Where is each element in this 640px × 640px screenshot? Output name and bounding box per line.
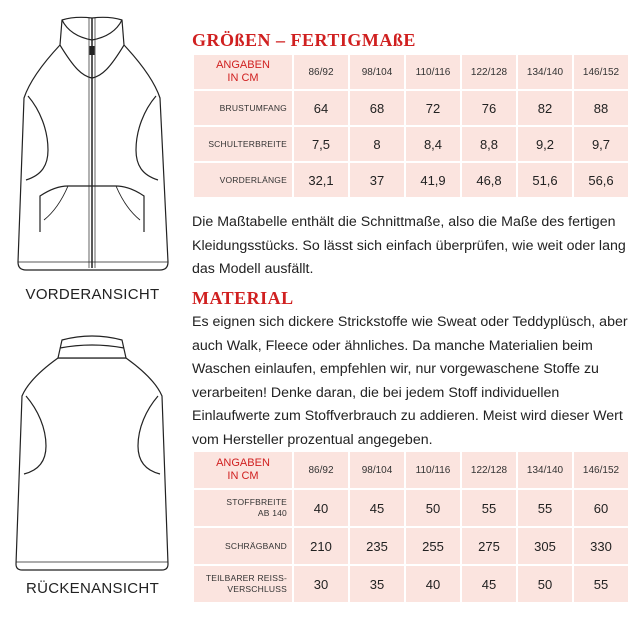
table-cell: 46,8 <box>461 162 517 198</box>
table-cell: 35 <box>349 565 405 603</box>
size-header: 98/104 <box>349 54 405 90</box>
table-cell: 30 <box>293 565 349 603</box>
vest-back-drawing <box>0 318 185 578</box>
table-cell: 210 <box>293 527 349 565</box>
header-label-line: IN CM <box>227 470 259 482</box>
row-label <box>193 565 293 603</box>
size-header: 110/116 <box>405 54 461 90</box>
table-cell: 7,5 <box>293 126 349 162</box>
material-description: Es eignen sich dickere Strickstoffe wie Sweat oder Teddyplüsch, aber auch Walk, Fleece oder ähnliches. Da manche Materialien beim Waschen einlaufen, empfehlen wir, nur vorgewaschene Stoffe zu verarbeiten! Denke daran, die bei jedem Stoff individuellen Einlaufwerte zum Stoffverbrauch zu addieren. Meist wird dieser Wert vom Hersteller prozentual angegeben. <box>192 314 628 448</box>
header-label-line: ANGABEN <box>216 59 270 71</box>
row-label-line: AB 140 <box>257 508 287 518</box>
sizes-heading: GRÖßEN – FERTIGMAßE <box>192 30 416 50</box>
table-cell: 50 <box>517 565 573 603</box>
header-unit-label <box>193 451 293 489</box>
row-label-line: SCHRÄGBAND <box>225 540 287 551</box>
size-header: 146/152 <box>573 54 629 90</box>
table-cell: 9,7 <box>573 126 629 162</box>
table-header-row <box>193 451 629 489</box>
table-cell: 41,9 <box>405 162 461 198</box>
table-cell: 235 <box>349 527 405 565</box>
size-header: 122/128 <box>461 54 517 90</box>
table-cell: 51,6 <box>517 162 573 198</box>
table-row <box>193 126 629 162</box>
table-cell: 305 <box>517 527 573 565</box>
table-cell: 8,4 <box>405 126 461 162</box>
row-label: VORDERLÄNGE <box>193 162 293 198</box>
table-cell: 45 <box>461 565 517 603</box>
table-row <box>193 527 629 565</box>
row-label-line: TEILBARER REISS- <box>205 573 287 583</box>
row-label: BRUSTUMFANG <box>193 90 293 126</box>
row-label-line: STOFFBREITE <box>226 497 287 507</box>
front-view-caption: VORDERANSICHT <box>25 286 160 303</box>
table-cell: 55 <box>517 489 573 527</box>
table-cell: 40 <box>293 489 349 527</box>
material-requirements-table <box>192 450 630 604</box>
table-cell: 82 <box>517 90 573 126</box>
finished-measurements-table <box>192 53 630 199</box>
size-header: 146/152 <box>573 451 629 489</box>
garment-illustrations <box>0 0 185 640</box>
vest-front-drawing <box>0 0 185 290</box>
table-cell: 255 <box>405 527 461 565</box>
table-cell: 32,1 <box>293 162 349 198</box>
table-cell: 50 <box>405 489 461 527</box>
table-header-row <box>193 54 629 90</box>
table-cell: 9,2 <box>517 126 573 162</box>
table-cell: 45 <box>349 489 405 527</box>
table-row <box>193 162 629 198</box>
table-cell: 88 <box>573 90 629 126</box>
row-label <box>193 489 293 527</box>
row-label <box>193 527 293 565</box>
table-cell: 8 <box>349 126 405 162</box>
size-header: 134/140 <box>517 451 573 489</box>
table-row <box>193 489 629 527</box>
back-view-caption: RÜCKENANSICHT <box>25 580 160 597</box>
size-header: 86/92 <box>293 54 349 90</box>
row-label: SCHULTERBREITE <box>193 126 293 162</box>
table-cell: 60 <box>573 489 629 527</box>
table-cell: 55 <box>573 565 629 603</box>
table-cell: 55 <box>461 489 517 527</box>
table-cell: 68 <box>349 90 405 126</box>
measurements-note: Die Maßtabelle enthält die Schnittmaße, also die Maße des fertigen Kleidungsstücks. So lässt sich einfach überprüfen, wie weit oder lang das Modell ausfällt. <box>192 214 626 277</box>
size-header: 134/140 <box>517 54 573 90</box>
size-header: 86/92 <box>293 451 349 489</box>
table-cell: 8,8 <box>461 126 517 162</box>
table-cell: 275 <box>461 527 517 565</box>
table-cell: 330 <box>573 527 629 565</box>
header-label-line: ANGABEN <box>216 457 270 469</box>
table-cell: 64 <box>293 90 349 126</box>
row-label-line: VERSCHLUSS <box>227 584 287 594</box>
table-cell: 37 <box>349 162 405 198</box>
table-cell: 72 <box>405 90 461 126</box>
table-row <box>193 90 629 126</box>
header-unit-label <box>193 54 293 90</box>
material-heading: MATERIAL <box>192 288 294 308</box>
header-label-line: IN CM <box>227 72 259 84</box>
size-header: 98/104 <box>349 451 405 489</box>
table-row <box>193 565 629 603</box>
table-cell: 56,6 <box>573 162 629 198</box>
table-cell: 40 <box>405 565 461 603</box>
size-header: 122/128 <box>461 451 517 489</box>
size-header: 110/116 <box>405 451 461 489</box>
table-cell: 76 <box>461 90 517 126</box>
